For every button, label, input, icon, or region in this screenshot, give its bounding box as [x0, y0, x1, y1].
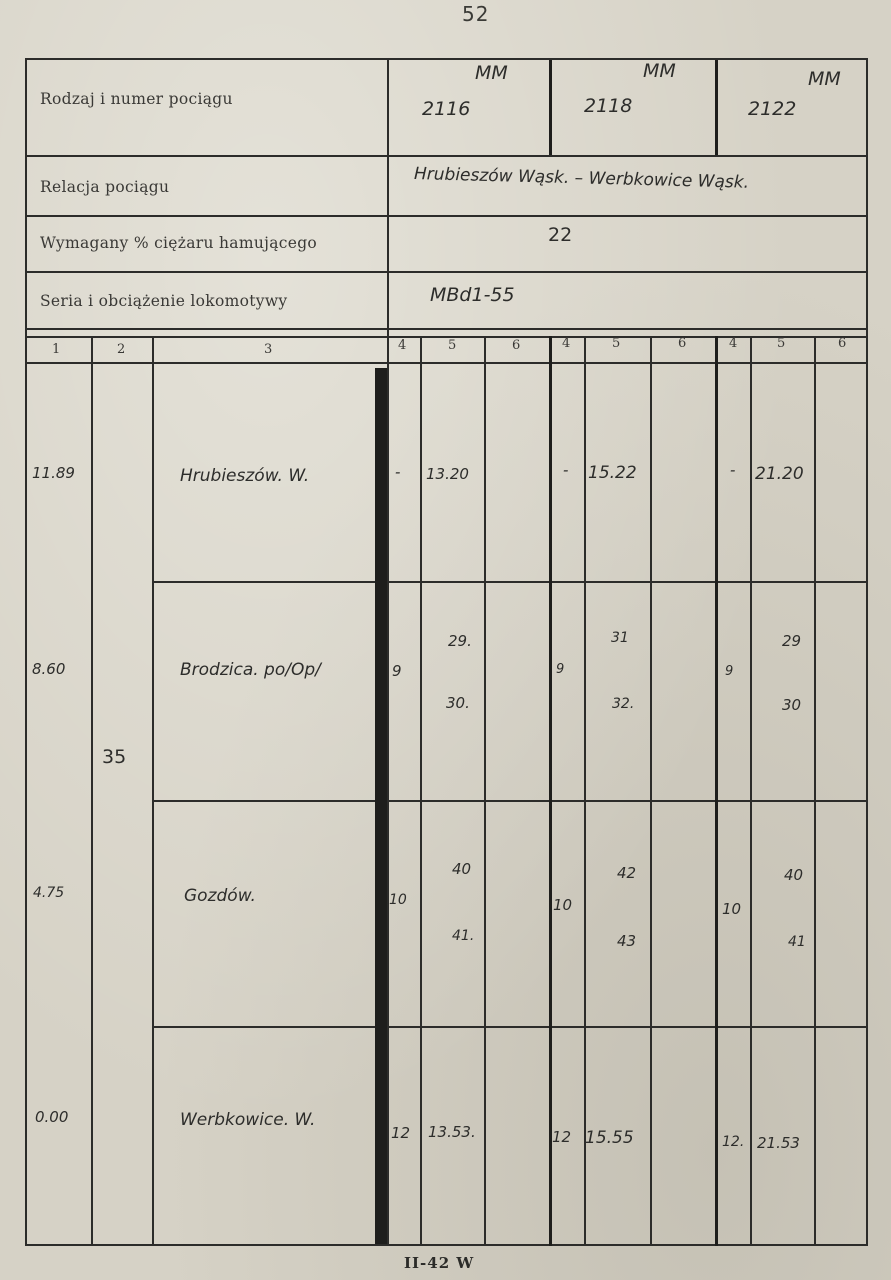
col-number-3: 3	[264, 342, 273, 357]
train2-arrival: 42	[617, 864, 637, 882]
col-number-4: 4	[398, 338, 407, 353]
label-braking: Wymagany % ciężaru hamującego	[40, 234, 318, 252]
station-name: Werbkowice. W.	[180, 1110, 316, 1130]
train3-arrival: 29	[782, 632, 802, 650]
station-km: 8.60	[32, 660, 66, 678]
col-number-1: 1	[52, 342, 61, 357]
col-number-6: 6	[512, 338, 521, 353]
train1-departure: 13.53.	[428, 1123, 476, 1141]
divider	[814, 336, 816, 1246]
divider	[484, 336, 486, 1246]
train1-arrival: 29.	[448, 632, 472, 650]
divider	[420, 336, 422, 1246]
direction-bar	[375, 368, 387, 1244]
label-train-type: Rodzaj i numer pociągu	[40, 90, 233, 108]
locomotive-value: MBd1-55	[430, 284, 515, 306]
train2-departure: 15.55	[585, 1128, 634, 1148]
page-number: 52	[462, 2, 490, 26]
station-km: 0.00	[35, 1108, 69, 1126]
train3-col4: 10	[722, 900, 742, 918]
col-number-5: 5	[612, 336, 621, 351]
footer-code: II-42 W	[404, 1254, 475, 1272]
divider	[584, 336, 586, 1246]
divider	[715, 60, 718, 155]
train2-col4: 10	[553, 896, 573, 914]
col-number-4: 4	[729, 336, 738, 351]
train-type-3: MM	[808, 68, 841, 90]
train3-col4: -	[730, 461, 736, 479]
divider	[650, 336, 652, 1246]
train3-departure: 21.20	[755, 464, 804, 484]
divider	[27, 271, 868, 273]
train3-departure: 41	[788, 934, 806, 950]
station-km: 4.75	[33, 885, 65, 901]
train2-departure: 15.22	[588, 463, 637, 483]
train3-col4: 12.	[722, 1134, 745, 1150]
divider	[387, 60, 389, 1246]
col-number-4: 4	[562, 336, 571, 351]
train2-departure: 32.	[612, 696, 635, 712]
train1-col4: -	[395, 463, 401, 481]
station-name: Brodzica. po/Op/	[180, 660, 321, 680]
divider	[154, 1026, 868, 1028]
train-number-2: 2118	[584, 95, 633, 117]
train1-departure: 41.	[452, 928, 475, 944]
station-name: Gozdów.	[184, 886, 256, 906]
col-number-5: 5	[448, 338, 457, 353]
col-number-6: 6	[678, 336, 687, 351]
train2-col4: -	[563, 461, 569, 479]
label-relation: Relacja pociągu	[40, 178, 170, 196]
train1-col4: 10	[389, 892, 407, 908]
divider	[27, 155, 868, 157]
divider	[152, 336, 154, 1246]
divider	[154, 581, 868, 583]
train1-departure: 13.20	[426, 465, 469, 483]
speed-limit: 35	[102, 746, 127, 768]
divider	[154, 800, 868, 802]
relation-value: Hrubieszów Wąsk. – Werbkowice Wąsk.	[413, 164, 750, 193]
train3-arrival: 40	[784, 866, 804, 884]
train3-departure: 30	[782, 696, 802, 714]
train1-col4: 12	[391, 1124, 411, 1142]
train2-col4: 9	[556, 662, 565, 677]
train2-departure: 43	[617, 932, 637, 950]
divider	[549, 336, 552, 1246]
station-name: Hrubieszów. W.	[180, 466, 310, 486]
train3-departure: 21.53	[757, 1134, 800, 1152]
divider	[27, 215, 868, 217]
train-number-3: 2122	[748, 98, 797, 120]
divider	[750, 336, 752, 1246]
col-number-6: 6	[838, 336, 847, 351]
label-locomotive: Seria i obciążenie lokomotywy	[40, 292, 288, 310]
station-km: 11.89	[32, 464, 75, 482]
train3-col4: 9	[725, 664, 734, 679]
train-type-2: MM	[643, 60, 676, 82]
divider	[91, 336, 93, 1246]
train-number-1: 2116	[422, 98, 471, 120]
train1-arrival: 40	[452, 860, 472, 878]
braking-value: 22	[548, 224, 573, 246]
divider	[549, 60, 552, 155]
divider	[715, 336, 718, 1246]
col-number-2: 2	[117, 342, 126, 357]
col-number-5: 5	[777, 336, 786, 351]
divider	[27, 328, 868, 330]
train1-departure: 30.	[446, 694, 470, 712]
train1-col4: 9	[392, 662, 402, 680]
train2-arrival: 31	[611, 630, 629, 646]
train-type-1: MM	[475, 62, 508, 84]
train2-col4: 12	[552, 1128, 572, 1146]
